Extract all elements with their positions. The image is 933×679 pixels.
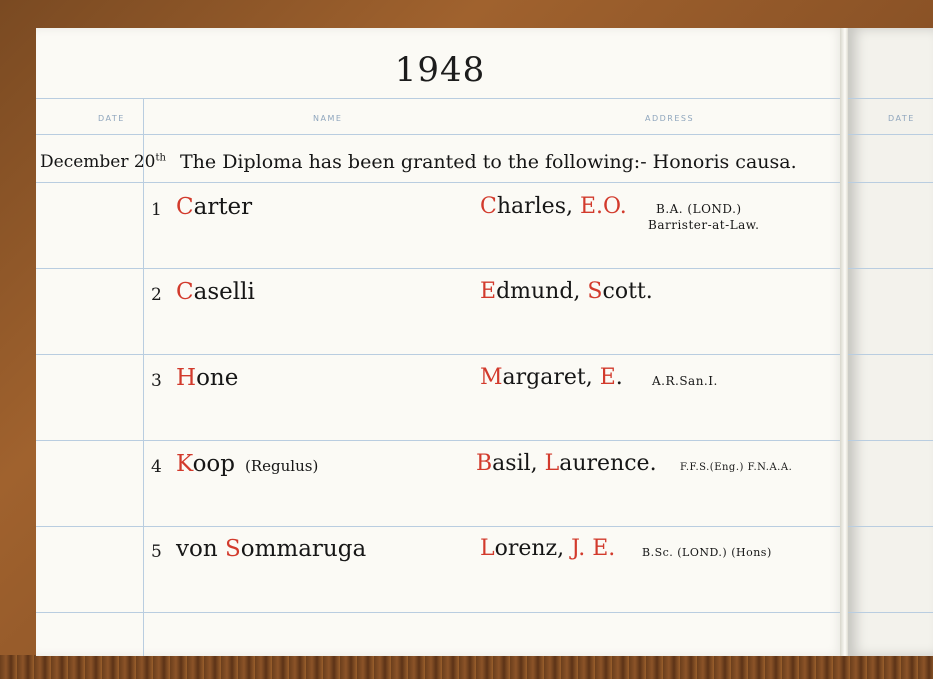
given-rest: asil, xyxy=(492,451,545,476)
given-initial: B xyxy=(476,451,493,476)
surname-initial: S xyxy=(224,536,241,562)
given-initial: M xyxy=(480,365,503,390)
qualifications: B.Sc. (LOND.) (Hons) xyxy=(642,546,772,559)
given-rest: argaret, xyxy=(502,365,600,390)
surname-initial: K xyxy=(176,451,193,477)
list-item xyxy=(36,191,844,231)
entry-number: 1 xyxy=(151,200,162,220)
list-item xyxy=(36,276,844,316)
rule-line xyxy=(36,268,844,269)
rule-line xyxy=(848,182,933,183)
given-names xyxy=(476,451,657,476)
entry-date-suffix: th xyxy=(155,152,166,164)
list-item xyxy=(36,533,844,573)
entry-date-text: December 20 xyxy=(40,152,156,172)
surname xyxy=(176,536,366,562)
rule-line xyxy=(36,612,844,613)
given-initial-2: E.O. xyxy=(579,194,627,219)
rule-line xyxy=(36,182,844,183)
rule-line xyxy=(848,98,933,99)
rule-line xyxy=(848,440,933,441)
qualifications: F.F.S.(Eng.) F.N.A.A. xyxy=(680,462,793,473)
surname-initial: C xyxy=(176,279,194,305)
list-item xyxy=(36,362,844,402)
given-initial: E xyxy=(480,279,497,304)
given-initial-2: S xyxy=(587,279,603,304)
surname-rest: arter xyxy=(193,194,253,220)
entry-number: 5 xyxy=(151,542,162,562)
given-names xyxy=(480,194,627,219)
given-names xyxy=(480,365,623,390)
column-header-address: ADDRESS xyxy=(645,114,695,123)
surname-initial: H xyxy=(176,365,197,391)
surname xyxy=(176,365,238,391)
list-item xyxy=(36,448,844,488)
surname xyxy=(176,194,252,220)
rule-line xyxy=(36,440,844,441)
ledger-page-left xyxy=(36,28,844,656)
surname-rest: ommaruga xyxy=(240,536,367,562)
given-initial-2: E xyxy=(599,365,616,390)
rule-line xyxy=(848,354,933,355)
qualifications: B.A. (LOND.) xyxy=(656,202,742,216)
rule-line xyxy=(36,354,844,355)
surname xyxy=(176,279,255,305)
rule-line xyxy=(848,612,933,613)
rule-line xyxy=(848,526,933,527)
ledger-page-right xyxy=(848,28,933,656)
surname-rest: aselli xyxy=(193,279,255,305)
given-initial: C xyxy=(480,194,497,219)
given-rest: orenz, xyxy=(494,536,572,561)
given-rest: dmund, xyxy=(496,279,588,304)
book-cover-edge xyxy=(0,655,933,679)
entry-intro-text: The Diploma has been granted to the following:- Honoris causa. xyxy=(180,151,797,173)
surname xyxy=(176,451,318,477)
entry-date xyxy=(40,152,166,172)
rule-line xyxy=(36,98,844,99)
given-initial-2: J. E. xyxy=(571,536,616,561)
given-names xyxy=(480,279,653,304)
given-initial: L xyxy=(480,536,495,561)
given-names xyxy=(480,536,615,561)
given-rest-2: . xyxy=(615,365,623,390)
entry-number: 4 xyxy=(151,457,162,477)
rule-line xyxy=(36,526,844,527)
rule-line xyxy=(36,134,844,135)
given-rest: harles, xyxy=(496,194,580,219)
qualifications-line-2: Barrister-at-Law. xyxy=(648,218,760,232)
surname-initial: C xyxy=(176,194,194,220)
page-year-heading: 1948 xyxy=(394,50,486,90)
given-rest-2: aurence. xyxy=(559,451,657,476)
entry-number: 2 xyxy=(151,285,162,305)
entry-number: 3 xyxy=(151,371,162,391)
column-header-date: DATE xyxy=(98,114,125,123)
surname-note: (Regulus) xyxy=(245,457,319,475)
column-header-name: NAME xyxy=(313,114,343,123)
surname-prefix: von xyxy=(176,536,225,562)
given-rest-2: cott. xyxy=(602,279,653,304)
column-header-date-right: DATE xyxy=(888,114,915,123)
qualifications: A.R.San.I. xyxy=(652,374,718,388)
surname-rest: one xyxy=(196,365,239,391)
given-initial-2: L xyxy=(544,451,560,476)
rule-line xyxy=(848,268,933,269)
rule-line xyxy=(848,134,933,135)
surname-rest: oop xyxy=(192,451,235,477)
